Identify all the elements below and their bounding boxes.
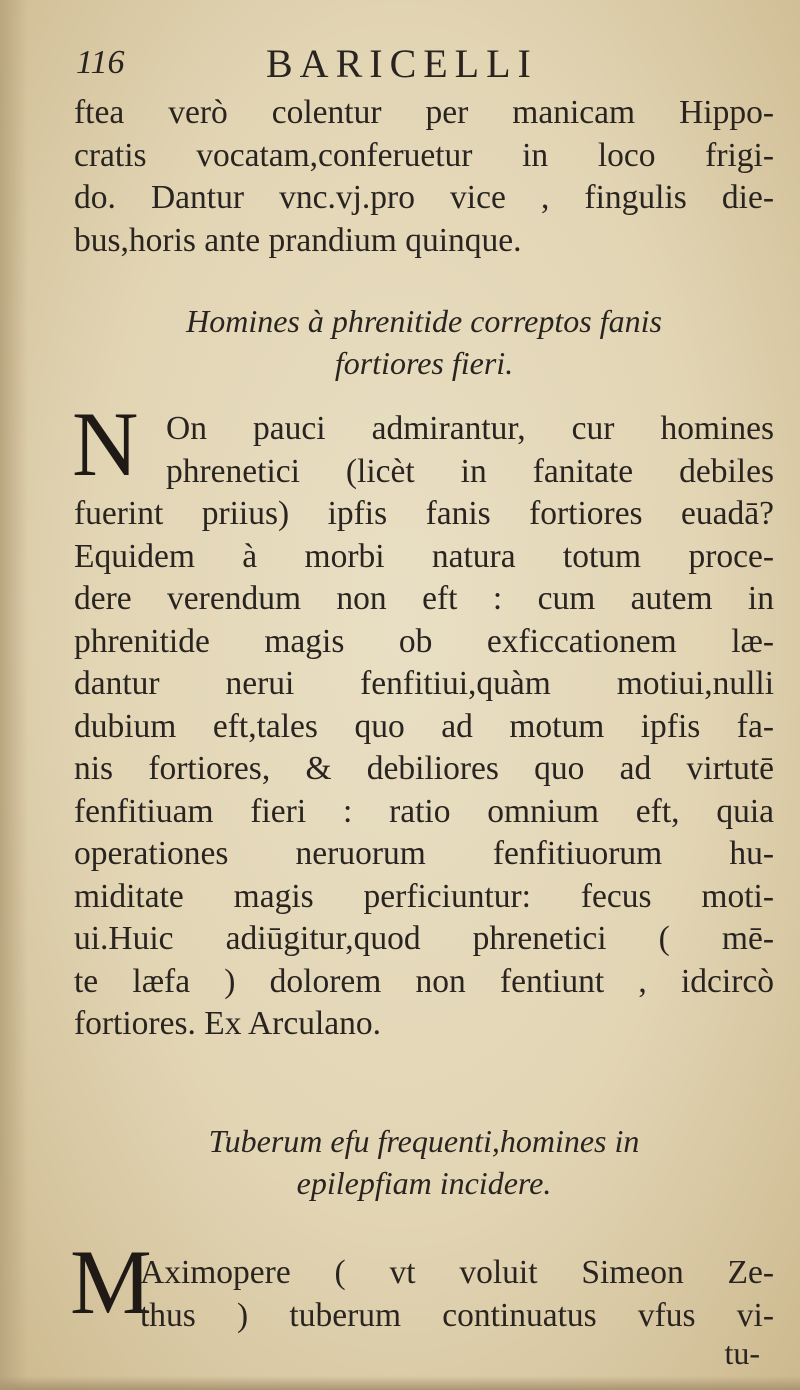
text-line: phrenetici (licèt in fanitate debiles — [166, 452, 774, 490]
indented-lines — [140, 1252, 774, 1337]
drop-cap-m: M — [70, 1231, 152, 1333]
text-line: Aximopere ( vt voluit Simeon Ze- — [140, 1254, 774, 1291]
text-line: Equidem à morbi natura totum proce- — [74, 537, 774, 575]
text-line: ftea verò colentur per manicam Hippo- — [74, 94, 774, 131]
section-heading-phrenitis — [74, 300, 774, 384]
page-header — [76, 40, 650, 90]
section-heading-tubers — [74, 1120, 774, 1204]
text-line: fuerint priius) ipfis fanis fortiores euadā? — [74, 495, 774, 532]
drop-cap-n: N — [72, 393, 139, 495]
indented-lines — [166, 408, 774, 493]
paragraph-continued — [74, 92, 774, 262]
text-line: miditate magis perficiuntur: fecus moti- — [74, 877, 774, 915]
heading-line: epilepfiam incidere. — [296, 1165, 552, 1201]
running-head: BARICELLI — [266, 41, 538, 86]
text-line: cratis vocatam,conferuetur in loco frigi- — [74, 136, 774, 174]
text-line: phrenitide magis ob exficcationem læ- — [74, 622, 774, 660]
heading-line: Homines à phrenitide correptos fanis — [186, 303, 662, 339]
paragraph-phrenitis — [74, 493, 774, 1046]
text-line: On pauci admirantur, cur homines — [166, 410, 774, 447]
text-line: bus,horis ante prandium quinque. — [74, 221, 522, 259]
text-line: nis fortiores, & debiliores quo ad virtutē — [74, 750, 774, 787]
heading-line: fortiores fieri. — [334, 345, 514, 381]
text-line: fenfitiuam fieri : ratio omnium eft, quia — [74, 792, 774, 830]
text-line: operationes neruorum fenfitiuorum hu- — [74, 835, 774, 872]
text-line: te læfa ) dolorem non fentiunt , idcircò — [74, 962, 774, 1000]
catchword: tu- — [724, 1335, 760, 1371]
page-number: 116 — [76, 44, 125, 81]
text-line: do. Dantur vnc.vj.pro vice , fingulis die- — [74, 179, 774, 216]
text-line: dubium eft,tales quo ad motum ipfis fa- — [74, 707, 774, 745]
text-line: dantur nerui fenfitiui,quàm motiui,nulli — [74, 665, 774, 702]
text-line: thus ) tuberum continuatus vfus vi- — [140, 1296, 774, 1334]
text-line: dere verendum non eft : cum autem in — [74, 580, 774, 617]
text-line: ui.Huic adiūgitur,quod phrenetici ( mē- — [74, 920, 774, 957]
heading-line: Tuberum efu frequenti,homines in — [208, 1123, 640, 1159]
text-line: fortiores. Ex Arculano. — [74, 1005, 381, 1042]
